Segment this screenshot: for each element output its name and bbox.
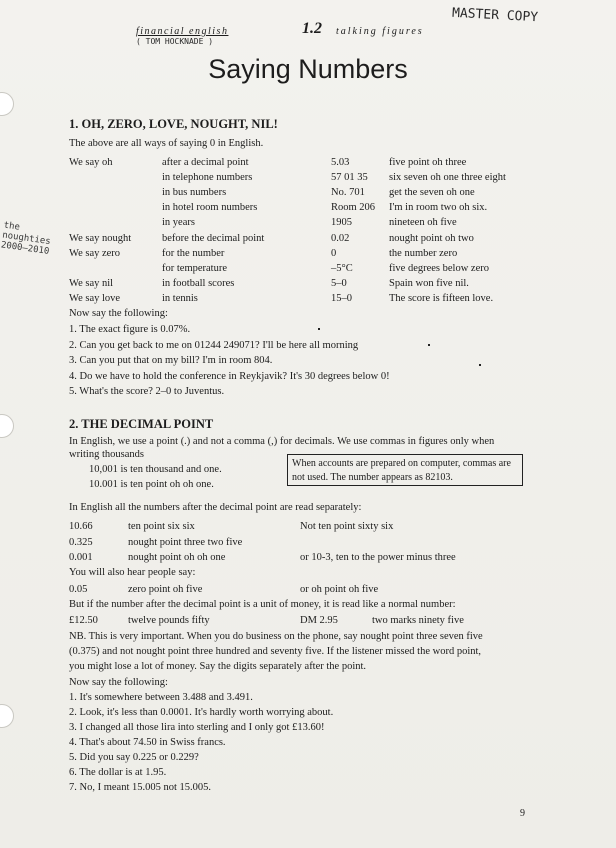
usage-context: in hotel room numbers: [162, 202, 258, 214]
practice-item: 7. No, I meant 15.005 not 15.005.: [69, 782, 212, 793]
money-number: £12.50: [69, 615, 98, 626]
usage-reading: five degrees below zero: [389, 262, 489, 274]
note-line: (0.375) and not nought point three hundred and seventy five. If the listener missed the word point,: [69, 646, 482, 657]
computer-note-box: When accounts are prepared on computer, commas are not used. The number appears as 82103.: [287, 454, 523, 486]
master-copy-stamp: MASTER COPY: [451, 5, 539, 26]
example-line: 10.001 is ten point oh oh one.: [89, 479, 214, 490]
usage-context: before the decimal point: [162, 232, 265, 244]
usage-example: No. 701: [331, 187, 365, 199]
practice-intro: Now say the following:: [69, 308, 168, 319]
usage-example: 0: [331, 247, 337, 259]
section-heading: 2. THE DECIMAL POINT: [69, 417, 214, 431]
example-number: 0.05: [69, 584, 88, 595]
usage-reading: six seven oh one three eight: [389, 172, 506, 184]
practice-item: 5. Did you say 0.225 or 0.229?: [69, 752, 199, 763]
decimal-reading: nought point oh oh one: [128, 552, 226, 563]
note-line: you might lose a lot of money. Say the digits separately after the point.: [69, 661, 367, 672]
rule-text: In English all the numbers after the decimal point are read separately:: [69, 502, 362, 513]
punch-hole: [0, 704, 14, 728]
decimal-number: 10.66: [69, 521, 93, 532]
decimal-number: 0.001: [69, 552, 93, 563]
section-intro: In English, we use a point (.) and not a comma (,) for decimals. We use commas in figures only when: [69, 436, 495, 447]
section-intro: The above are all ways of saying 0 in English.: [69, 138, 264, 149]
money-number: DM 2.95: [300, 615, 338, 626]
usage-reading: five point oh three: [389, 157, 467, 168]
rule-text: But if the number after the decimal point is a unit of money, it is read like a normal number:: [69, 599, 456, 610]
usage-context: in telephone numbers: [162, 172, 253, 184]
usage-reading: The score is fifteen love.: [389, 292, 494, 304]
usage-example: 0.02: [331, 232, 350, 244]
page-number: 9: [520, 808, 525, 819]
usage-context: in tennis: [162, 292, 198, 304]
practice-item: 6. The dollar is at 1.95.: [69, 767, 167, 778]
decimal-number: 0.325: [69, 536, 93, 548]
usage-reading: nought point oh two: [389, 232, 474, 244]
example-line: 10,001 is ten thousand and one.: [89, 464, 222, 475]
rule-text: You will also hear people say:: [69, 567, 196, 578]
money-reading: twelve pounds fifty: [128, 615, 210, 626]
practice-item: 3. I changed all those lira into sterling and I only got £13.60!: [69, 722, 325, 733]
decimal-reading: ten point six six: [128, 521, 195, 532]
practice-item: 1. The exact figure is 0.07%.: [69, 324, 191, 335]
usage-reading: I'm in room two oh six.: [389, 202, 488, 214]
punch-hole: [0, 414, 14, 438]
usage-example: 1905: [331, 217, 352, 229]
usage-reading: Spain won five nil.: [389, 277, 469, 289]
decimal-reading: nought point three two five: [128, 536, 243, 548]
usage-label: We say zero: [69, 247, 121, 259]
usage-context: after a decimal point: [162, 157, 249, 168]
usage-example: 5.03: [331, 157, 350, 168]
usage-reading: the number zero: [389, 247, 458, 259]
usage-label: We say love: [69, 292, 121, 304]
usage-example: 5–0: [331, 277, 347, 289]
example-reading: zero point oh five: [128, 584, 203, 595]
example-alt: or oh point oh five: [300, 584, 379, 595]
section-heading: 1. OH, ZERO, LOVE, NOUGHT, NIL!: [69, 117, 278, 131]
usage-label: We say nil: [69, 277, 114, 289]
usage-context: in football scores: [162, 277, 235, 289]
usage-example: –5°C: [331, 262, 353, 274]
usage-example: Room 206: [331, 202, 376, 214]
money-reading: two marks ninety five: [372, 615, 464, 626]
practice-intro: Now say the following:: [69, 677, 168, 688]
teacher-note: ( TOM HOCKNADE ): [136, 37, 214, 46]
decimal-note: Not ten point sixty six: [300, 521, 394, 532]
header-unit-number: 1.2: [302, 20, 322, 37]
punch-hole: [0, 92, 14, 116]
practice-item: 2. Look, it's less than 0.0001. It's hardly worth worrying about.: [69, 707, 334, 718]
usage-context: for temperature: [162, 262, 228, 274]
practice-item: 5. What's the score? 2–0 to Juventus.: [69, 386, 225, 397]
note-line: NB. This is very important. When you do business on the phone, say nought point three seven five: [69, 631, 483, 642]
header-course: financial english: [136, 26, 229, 37]
usage-example: 57 01 35: [331, 172, 368, 184]
practice-item: 4. That's about 74.50 in Swiss francs.: [69, 737, 226, 748]
usage-context: in bus numbers: [162, 187, 227, 199]
practice-item: 2. Can you get back to me on 01244 249071? I'll be here all morning: [69, 339, 359, 351]
practice-item: 3. Can you put that on my bill? I'm in room 804.: [69, 355, 273, 366]
usage-context: for the number: [162, 247, 225, 259]
usage-context: in years: [162, 217, 195, 229]
header-unit-title: talking figures: [336, 26, 424, 37]
usage-label: We say nought: [69, 232, 132, 244]
practice-item: 4. Do we have to hold the conference in Reykjavik? It's 30 degrees below 0!: [69, 370, 390, 382]
usage-reading: get the seven oh one: [389, 187, 475, 199]
usage-reading: nineteen oh five: [389, 217, 457, 229]
section-intro-cont: writing thousands: [69, 449, 144, 460]
page-title: Saying Numbers: [208, 54, 408, 84]
practice-item: 1. It's somewhere between 3.488 and 3.491.: [69, 692, 253, 703]
decimal-note: or 10-3, ten to the power minus three: [300, 552, 456, 563]
usage-example: 15–0: [331, 292, 352, 304]
margin-note: the noughties 2000–2010: [0, 220, 52, 258]
usage-label: We say oh: [69, 157, 113, 168]
